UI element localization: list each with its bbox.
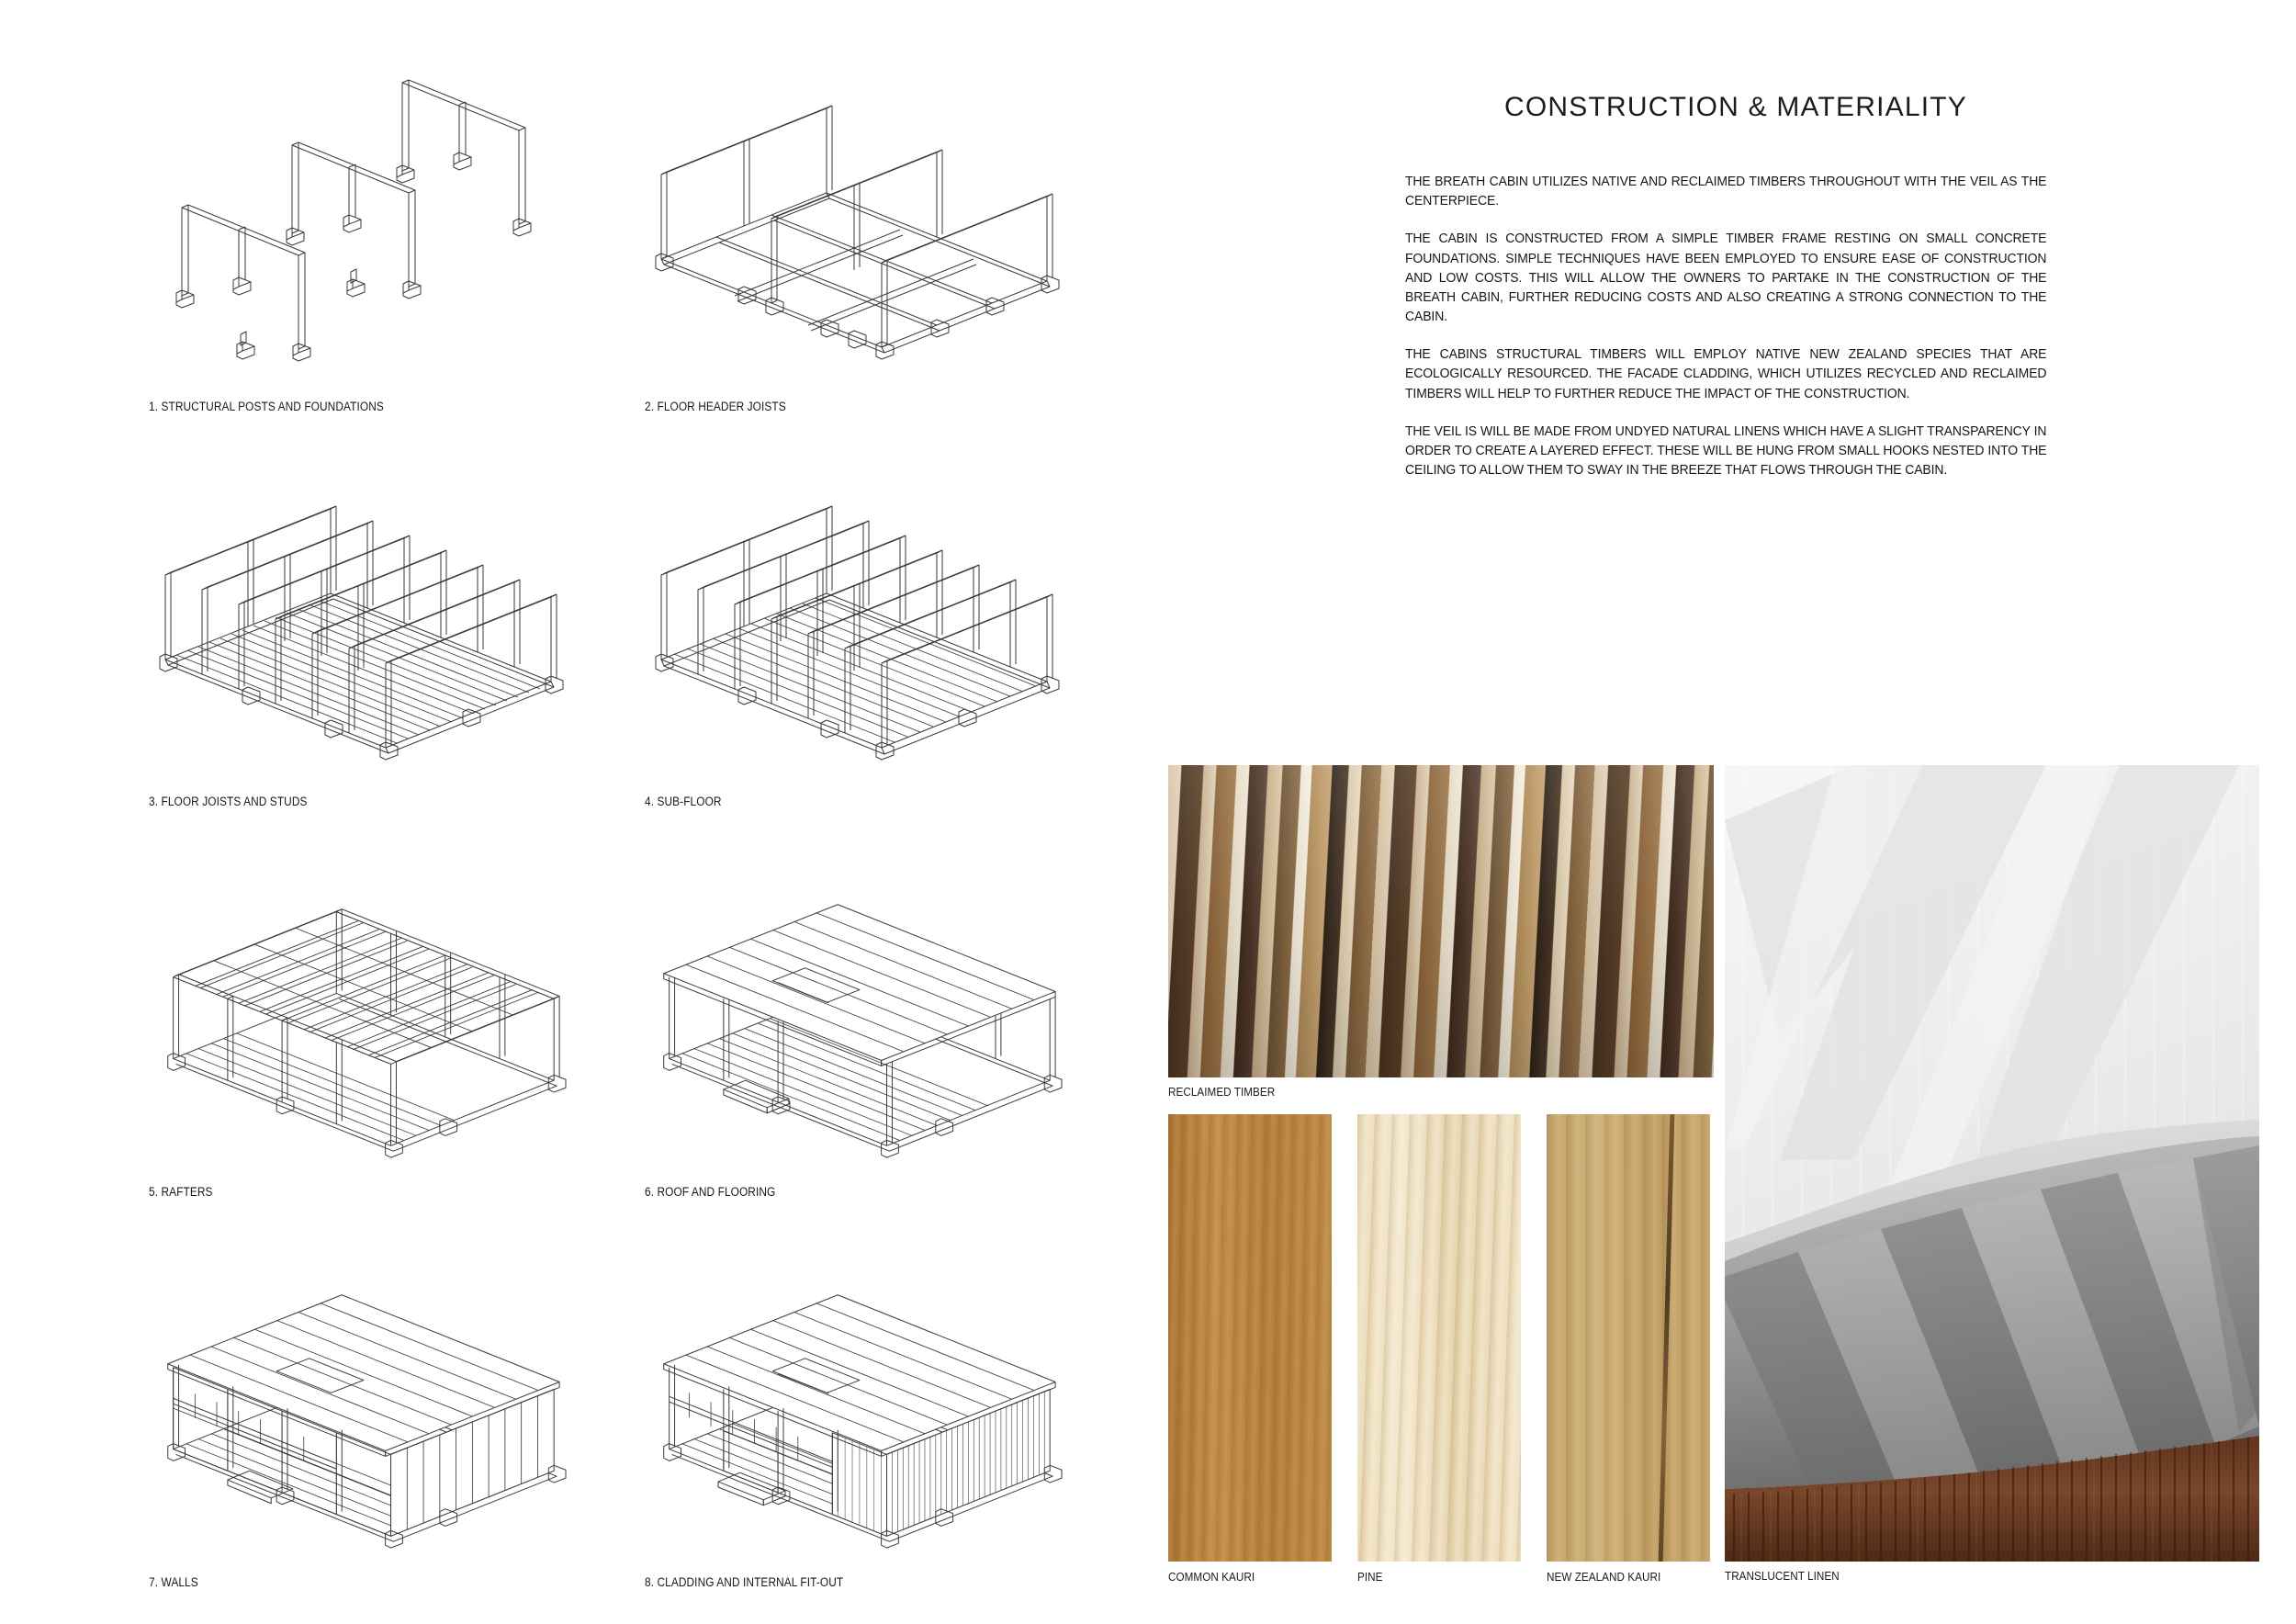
text-panel <box>1405 92 2066 480</box>
axonometric-drawing-2 <box>634 28 1075 380</box>
diagram-caption: 8. CLADDING AND INTERNAL FIT-OUT <box>645 1575 844 1589</box>
common-kauri-texture <box>1168 1114 1332 1562</box>
translucent-linen-label: TRANSLUCENT LINEN <box>1725 1569 1840 1583</box>
axonometric-drawing-6 <box>634 818 1075 1166</box>
axonometric-drawing-1 <box>138 28 579 380</box>
wood-swatch-row <box>1168 1114 1714 1584</box>
axonometric-drawing-4 <box>634 423 1075 775</box>
diagram-7-walls <box>138 1208 579 1598</box>
veil-paragraph: THE VEIL IS WILL BE MADE FROM UNDYED NATURAL LINENS WHICH HAVE A SLIGHT TRANSPARENCY IN ORDER TO CREATE A LAYERED EFFECT. THESE WILL BE HUNG FROM SMALL HOOKS NESTED INTO THE CEILING TO ALLOW THEM TO SWAY IN THE BREEZE THAT FLOWS THROUGH THE CABIN. <box>1405 423 2047 479</box>
materials-right-column <box>1725 765 2259 1583</box>
diagram-caption: 4. SUB-FLOOR <box>645 795 722 808</box>
diagram-caption: 7. WALLS <box>149 1575 198 1589</box>
construction-sequence-panel <box>0 0 1139 1624</box>
swatch-label-new-zealand-kauri: NEW ZEALAND KAURI <box>1547 1570 1661 1584</box>
diagram-4-sub-floor <box>634 423 1075 818</box>
diagram-6-roof-flooring <box>634 818 1075 1208</box>
axonometric-drawing-7 <box>138 1208 579 1556</box>
materials-left-column <box>1168 765 1714 1584</box>
swatch-pine <box>1357 1114 1521 1562</box>
diagram-5-rafters <box>138 818 579 1208</box>
new-zealand-kauri-texture <box>1547 1114 1710 1562</box>
diagram-caption: 3. FLOOR JOISTS AND STUDS <box>149 795 308 808</box>
diagram-caption: 2. FLOOR HEADER JOISTS <box>645 400 786 413</box>
reclaimed-timber-photo <box>1168 765 1714 1077</box>
swatch-new-zealand-kauri <box>1547 1114 1710 1562</box>
translucent-linen-photo <box>1725 765 2259 1562</box>
diagram-caption: 6. ROOF AND FLOORING <box>645 1185 776 1199</box>
diagram-grid <box>138 28 1075 1607</box>
reclaimed-timber-block <box>1168 765 1714 1077</box>
reclaimed-timber-label: RECLAIMED TIMBER <box>1168 1085 1276 1099</box>
page-title: CONSTRUCTION & MATERIALITY <box>1503 92 1967 122</box>
pine-texture <box>1357 1114 1521 1562</box>
diagram-3-floor-joists-studs <box>138 423 579 818</box>
swatch-label-pine: PINE <box>1357 1570 1383 1584</box>
diagram-8-cladding-fitout <box>634 1208 1075 1598</box>
diagram-1-posts-foundations <box>138 28 579 423</box>
construction-paragraph: THE CABIN IS CONSTRUCTED FROM A SIMPLE TIMBER FRAME RESTING ON SMALL CONCRETE FOUNDATIONS. SIMPLE TECHNIQUES HAVE BEEN EMPLOYED TO ENSURE EASE OF CONSTRUCTION AND LOW COSTS. THIS WILL ALLOW THE OWNERS TO PARTAKE IN THE CONSTRUCTION OF THE BREATH CABIN, FURTHER REDUCING COSTS AND ALSO CREATING A STRONG CONNECTION TO THE CABIN. <box>1405 231 2047 325</box>
timbers-paragraph: THE CABINS STRUCTURAL TIMBERS WILL EMPLOY NATIVE NEW ZEALAND SPECIES THAT ARE ECOLOGICALLY RESOURCED. THE FACADE CLADDING, WHICH UTILIZES RECYCLED AND RECLAIMED TIMBERS WILL HELP TO FURTHER REDUCE THE IMPACT OF THE CONSTRUCTION. <box>1405 347 2047 401</box>
diagram-2-floor-header-joists <box>634 28 1075 423</box>
translucent-linen-block <box>1725 765 2259 1562</box>
swatch-common-kauri <box>1168 1114 1332 1562</box>
axonometric-drawing-8 <box>634 1208 1075 1556</box>
axonometric-drawing-3 <box>138 423 579 775</box>
swatch-label-common-kauri: COMMON KAURI <box>1168 1570 1255 1584</box>
diagram-caption: 1. STRUCTURAL POSTS AND FOUNDATIONS <box>149 400 384 413</box>
axonometric-drawing-5 <box>138 818 579 1166</box>
diagram-caption: 5. RAFTERS <box>149 1185 213 1199</box>
intro-paragraph: THE BREATH CABIN UTILIZES NATIVE AND RECLAIMED TIMBERS THROUGHOUT WITH THE VEIL AS THE CENTERPIECE. <box>1405 175 2047 209</box>
materials-board <box>1168 765 2259 1584</box>
